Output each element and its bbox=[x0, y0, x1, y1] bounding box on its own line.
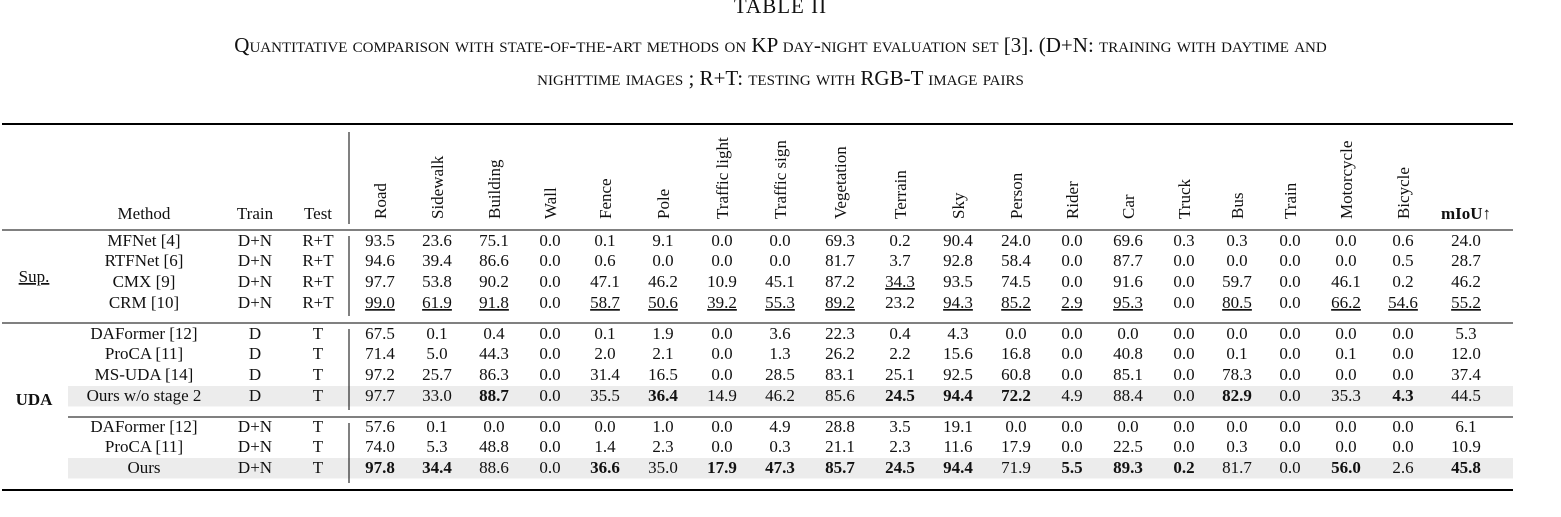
row-value-sky: 94.3 bbox=[943, 293, 973, 312]
header-class-person: Person bbox=[1007, 172, 1026, 219]
row-value-traffic-sign: 3.6 bbox=[769, 324, 791, 343]
row-test: R+T bbox=[302, 231, 334, 250]
row-value-truck: 0.0 bbox=[1173, 417, 1195, 436]
row-value-sky: 92.8 bbox=[943, 251, 973, 270]
row-value-bicycle: 2.6 bbox=[1392, 458, 1414, 477]
row-value-bus: 0.1 bbox=[1226, 344, 1248, 363]
row-value-person: 0.0 bbox=[1005, 417, 1027, 436]
row-miou: 46.2 bbox=[1451, 272, 1481, 291]
row-value-traffic-light: 39.2 bbox=[707, 293, 737, 312]
row-value-wall: 0.0 bbox=[539, 272, 561, 291]
header-class-bicycle: Bicycle bbox=[1394, 167, 1413, 219]
row-value-building: 88.7 bbox=[479, 386, 509, 405]
row-value-bicycle: 0.5 bbox=[1392, 251, 1414, 270]
row-value-person: 71.9 bbox=[1001, 458, 1031, 477]
row-value-traffic-light: 0.0 bbox=[711, 324, 733, 343]
row-value-truck: 0.0 bbox=[1173, 251, 1195, 270]
row-value-person: 24.0 bbox=[1001, 231, 1031, 250]
row-train: D+N bbox=[237, 272, 273, 291]
row-value-traffic-light: 10.9 bbox=[707, 272, 737, 291]
row-value-terrain: 2.2 bbox=[889, 344, 911, 363]
row-value-traffic-light: 0.0 bbox=[711, 251, 733, 270]
header-class-fence: Fence bbox=[596, 178, 615, 219]
row-value-sidewalk: 39.4 bbox=[422, 251, 452, 270]
row-value-building: 0.0 bbox=[483, 417, 505, 436]
row-value-wall: 0.0 bbox=[539, 437, 561, 456]
row-value-motorcycle: 0.0 bbox=[1335, 251, 1357, 270]
row-value-motorcycle: 66.2 bbox=[1331, 293, 1361, 312]
row-value-car: 91.6 bbox=[1113, 272, 1143, 291]
row-value-terrain: 0.2 bbox=[889, 231, 911, 250]
row-value-sidewalk: 23.6 bbox=[422, 231, 452, 250]
row-value-bus: 82.9 bbox=[1222, 386, 1252, 405]
row-value-bicycle: 0.0 bbox=[1392, 324, 1414, 343]
row-value-motorcycle: 56.0 bbox=[1331, 458, 1361, 477]
row-value-bicycle: 0.0 bbox=[1392, 365, 1414, 384]
row-value-bus: 80.5 bbox=[1222, 293, 1252, 312]
row-value-sky: 11.6 bbox=[943, 437, 973, 456]
row-test: T bbox=[312, 437, 324, 456]
row-value-bicycle: 0.0 bbox=[1392, 417, 1414, 436]
row-value-traffic-sign: 0.0 bbox=[769, 231, 791, 250]
row-value-vegetation: 21.1 bbox=[825, 437, 855, 456]
row-value-fence: 2.0 bbox=[594, 344, 616, 363]
row-value-road: 97.2 bbox=[365, 365, 395, 384]
row-value-traffic-light: 14.9 bbox=[707, 386, 737, 405]
row-value-building: 44.3 bbox=[479, 344, 509, 363]
row-value-traffic-sign: 45.1 bbox=[765, 272, 795, 291]
row-train: D bbox=[248, 386, 262, 405]
row-method: RTFNet [6] bbox=[104, 251, 184, 270]
row-value-building: 88.6 bbox=[479, 458, 509, 477]
row-value-bus: 0.3 bbox=[1226, 437, 1248, 456]
row-value-person: 74.5 bbox=[1001, 272, 1031, 291]
row-value-wall: 0.0 bbox=[539, 365, 561, 384]
row-value-vegetation: 85.7 bbox=[825, 458, 855, 477]
row-value-truck: 0.2 bbox=[1173, 458, 1195, 477]
row-value-sidewalk: 53.8 bbox=[422, 272, 452, 291]
row-value-rider: 0.0 bbox=[1061, 417, 1083, 436]
row-value-rider: 0.0 bbox=[1061, 437, 1083, 456]
row-value-motorcycle: 0.0 bbox=[1335, 324, 1357, 343]
header-test: Test bbox=[303, 204, 333, 223]
row-value-traffic-light: 0.0 bbox=[711, 231, 733, 250]
row-value-terrain: 3.7 bbox=[889, 251, 911, 270]
row-value-fence: 31.4 bbox=[590, 365, 620, 384]
row-value-rider: 0.0 bbox=[1061, 231, 1083, 250]
row-train: D+N bbox=[237, 231, 273, 250]
row-miou: 10.9 bbox=[1451, 437, 1481, 456]
table-number: TABLE II bbox=[733, 0, 828, 18]
row-value-sidewalk: 5.0 bbox=[426, 344, 448, 363]
row-value-wall: 0.0 bbox=[539, 251, 561, 270]
row-value-terrain: 2.3 bbox=[889, 437, 911, 456]
row-miou: 44.5 bbox=[1451, 386, 1481, 405]
row-value-train: 0.0 bbox=[1279, 272, 1301, 291]
row-value-road: 99.0 bbox=[365, 293, 395, 312]
row-value-person: 58.4 bbox=[1001, 251, 1031, 270]
row-method: ProCA [11] bbox=[104, 437, 184, 456]
header-miou: mIoU↑ bbox=[1440, 204, 1492, 223]
row-miou: 12.0 bbox=[1451, 344, 1481, 363]
row-value-sky: 94.4 bbox=[943, 458, 973, 477]
row-value-traffic-light: 0.0 bbox=[711, 437, 733, 456]
header-train: Train bbox=[236, 204, 274, 223]
row-value-train: 0.0 bbox=[1279, 417, 1301, 436]
row-method: ProCA [11] bbox=[104, 344, 184, 363]
row-value-terrain: 23.2 bbox=[885, 293, 915, 312]
row-value-train: 0.0 bbox=[1279, 437, 1301, 456]
row-value-fence: 47.1 bbox=[590, 272, 620, 291]
row-value-road: 93.5 bbox=[365, 231, 395, 250]
row-value-vegetation: 26.2 bbox=[825, 344, 855, 363]
row-value-car: 89.3 bbox=[1113, 458, 1143, 477]
row-value-road: 71.4 bbox=[365, 344, 395, 363]
row-value-traffic-sign: 0.0 bbox=[769, 251, 791, 270]
row-value-sidewalk: 33.0 bbox=[422, 386, 452, 405]
header-class-vegetation: Vegetation bbox=[831, 146, 850, 219]
row-value-sidewalk: 61.9 bbox=[422, 293, 452, 312]
header-method: Method bbox=[117, 204, 171, 223]
row-value-car: 0.0 bbox=[1117, 324, 1139, 343]
row-value-rider: 5.5 bbox=[1061, 458, 1083, 477]
row-method: MS-UDA [14] bbox=[94, 365, 194, 384]
row-value-truck: 0.0 bbox=[1173, 344, 1195, 363]
row-value-bicycle: 0.0 bbox=[1392, 437, 1414, 456]
row-value-bus: 81.7 bbox=[1222, 458, 1252, 477]
row-value-sky: 15.6 bbox=[943, 344, 973, 363]
row-test: T bbox=[312, 417, 324, 436]
row-value-motorcycle: 0.0 bbox=[1335, 231, 1357, 250]
row-value-car: 88.4 bbox=[1113, 386, 1143, 405]
row-train: D+N bbox=[237, 437, 273, 456]
row-value-sidewalk: 0.1 bbox=[426, 417, 448, 436]
row-value-rider: 0.0 bbox=[1061, 251, 1083, 270]
row-value-train: 0.0 bbox=[1279, 293, 1301, 312]
row-value-fence: 0.1 bbox=[594, 231, 616, 250]
row-value-road: 74.0 bbox=[365, 437, 395, 456]
row-value-pole: 1.9 bbox=[652, 324, 674, 343]
row-value-rider: 4.9 bbox=[1061, 386, 1083, 405]
header-class-sidewalk: Sidewalk bbox=[428, 155, 447, 219]
row-value-building: 86.3 bbox=[479, 365, 509, 384]
row-value-motorcycle: 35.3 bbox=[1331, 386, 1361, 405]
row-value-fence: 0.1 bbox=[594, 324, 616, 343]
header-class-road: Road bbox=[371, 183, 390, 219]
row-test: R+T bbox=[302, 251, 334, 270]
row-value-sky: 19.1 bbox=[943, 417, 973, 436]
header-class-terrain: Terrain bbox=[891, 170, 910, 219]
row-value-rider: 2.9 bbox=[1061, 293, 1083, 312]
row-value-pole: 2.3 bbox=[652, 437, 674, 456]
row-test: T bbox=[312, 458, 324, 477]
row-value-pole: 16.5 bbox=[648, 365, 678, 384]
row-value-train: 0.0 bbox=[1279, 386, 1301, 405]
row-value-wall: 0.0 bbox=[539, 344, 561, 363]
row-value-traffic-sign: 4.9 bbox=[769, 417, 791, 436]
row-miou: 6.1 bbox=[1455, 417, 1477, 436]
row-value-motorcycle: 0.0 bbox=[1335, 437, 1357, 456]
row-value-pole: 50.6 bbox=[648, 293, 678, 312]
row-value-vegetation: 83.1 bbox=[825, 365, 855, 384]
row-value-bicycle: 0.6 bbox=[1392, 231, 1414, 250]
caption-line-1: Quantitative comparison with state-of-the-art methods on KP day-night evaluation set [3]. (D+N: training with daytime and bbox=[234, 33, 1327, 57]
row-value-traffic-sign: 0.3 bbox=[769, 437, 791, 456]
row-value-motorcycle: 46.1 bbox=[1331, 272, 1361, 291]
row-value-sky: 94.4 bbox=[943, 386, 973, 405]
row-value-person: 60.8 bbox=[1001, 365, 1031, 384]
row-method: Ours w/o stage 2 bbox=[86, 386, 202, 405]
row-test: T bbox=[312, 365, 324, 384]
row-miou: 55.2 bbox=[1451, 293, 1481, 312]
row-value-building: 91.8 bbox=[479, 293, 509, 312]
row-value-vegetation: 81.7 bbox=[825, 251, 855, 270]
row-value-bicycle: 0.0 bbox=[1392, 344, 1414, 363]
header-class-bus: Bus bbox=[1228, 192, 1247, 219]
row-value-sky: 4.3 bbox=[947, 324, 969, 343]
row-value-bus: 0.0 bbox=[1226, 417, 1248, 436]
header-class-rider: Rider bbox=[1063, 181, 1082, 219]
row-value-vegetation: 22.3 bbox=[825, 324, 855, 343]
row-value-traffic-sign: 55.3 bbox=[765, 293, 795, 312]
row-value-bus: 0.3 bbox=[1226, 231, 1248, 250]
row-value-building: 75.1 bbox=[479, 231, 509, 250]
row-value-car: 87.7 bbox=[1113, 251, 1143, 270]
row-method: Ours bbox=[127, 458, 161, 477]
row-value-truck: 0.3 bbox=[1173, 231, 1195, 250]
header-class-motorcycle: Motorcycle bbox=[1337, 140, 1356, 219]
header-class-sky: Sky bbox=[949, 192, 968, 219]
row-value-road: 97.7 bbox=[365, 272, 395, 291]
row-value-person: 0.0 bbox=[1005, 324, 1027, 343]
row-method: DAFormer [12] bbox=[90, 324, 198, 343]
row-value-car: 95.3 bbox=[1113, 293, 1143, 312]
row-method: MFNet [4] bbox=[107, 231, 181, 250]
header-class-train: Train bbox=[1281, 182, 1300, 219]
row-miou: 37.4 bbox=[1451, 365, 1481, 384]
row-value-rider: 0.0 bbox=[1061, 272, 1083, 291]
row-train: D bbox=[248, 324, 262, 343]
caption-line-2: nighttime images ; R+T: testing with RGB-T image pairs bbox=[537, 66, 1024, 90]
row-value-fence: 1.4 bbox=[594, 437, 616, 456]
row-test: T bbox=[312, 386, 324, 405]
row-value-fence: 36.6 bbox=[590, 458, 620, 477]
row-value-sidewalk: 5.3 bbox=[426, 437, 448, 456]
row-value-train: 0.0 bbox=[1279, 324, 1301, 343]
row-value-building: 90.2 bbox=[479, 272, 509, 291]
row-value-traffic-sign: 46.2 bbox=[765, 386, 795, 405]
row-value-bicycle: 54.6 bbox=[1388, 293, 1418, 312]
header-class-wall: Wall bbox=[541, 187, 560, 219]
row-train: D+N bbox=[237, 417, 273, 436]
row-value-vegetation: 87.2 bbox=[825, 272, 855, 291]
row-value-person: 72.2 bbox=[1001, 386, 1031, 405]
row-test: T bbox=[312, 344, 324, 363]
row-train: D+N bbox=[237, 251, 273, 270]
header-class-pole: Pole bbox=[654, 188, 673, 219]
row-value-terrain: 25.1 bbox=[885, 365, 915, 384]
row-value-fence: 0.0 bbox=[594, 417, 616, 436]
row-value-pole: 1.0 bbox=[652, 417, 674, 436]
row-test: T bbox=[312, 324, 324, 343]
row-value-building: 48.8 bbox=[479, 437, 509, 456]
row-value-motorcycle: 0.0 bbox=[1335, 417, 1357, 436]
row-value-train: 0.0 bbox=[1279, 458, 1301, 477]
row-value-sky: 93.5 bbox=[943, 272, 973, 291]
row-value-pole: 2.1 bbox=[652, 344, 674, 363]
row-value-sidewalk: 0.1 bbox=[426, 324, 448, 343]
row-value-car: 85.1 bbox=[1113, 365, 1143, 384]
header-class-traffic-sign: Traffic sign bbox=[771, 140, 790, 219]
row-value-wall: 0.0 bbox=[539, 386, 561, 405]
row-method: DAFormer [12] bbox=[90, 417, 198, 436]
row-value-traffic-sign: 28.5 bbox=[765, 365, 795, 384]
row-value-fence: 35.5 bbox=[590, 386, 620, 405]
row-value-motorcycle: 0.1 bbox=[1335, 344, 1357, 363]
row-value-train: 0.0 bbox=[1279, 365, 1301, 384]
row-value-wall: 0.0 bbox=[539, 458, 561, 477]
row-method: CRM [10] bbox=[108, 293, 180, 312]
row-value-pole: 9.1 bbox=[652, 231, 674, 250]
row-value-bicycle: 4.3 bbox=[1392, 386, 1414, 405]
row-method: CMX [9] bbox=[112, 272, 176, 291]
row-value-vegetation: 85.6 bbox=[825, 386, 855, 405]
row-value-train: 0.0 bbox=[1279, 251, 1301, 270]
row-value-car: 0.0 bbox=[1117, 417, 1139, 436]
row-value-person: 17.9 bbox=[1001, 437, 1031, 456]
row-value-bus: 0.0 bbox=[1226, 324, 1248, 343]
row-miou: 28.7 bbox=[1451, 251, 1481, 270]
row-value-rider: 0.0 bbox=[1061, 324, 1083, 343]
row-value-terrain: 3.5 bbox=[889, 417, 911, 436]
row-value-traffic-sign: 1.3 bbox=[769, 344, 791, 363]
row-value-terrain: 0.4 bbox=[889, 324, 911, 343]
row-value-wall: 0.0 bbox=[539, 324, 561, 343]
row-miou: 5.3 bbox=[1455, 324, 1477, 343]
row-value-bicycle: 0.2 bbox=[1392, 272, 1414, 291]
row-value-rider: 0.0 bbox=[1061, 344, 1083, 363]
row-value-wall: 0.0 bbox=[539, 417, 561, 436]
row-test: R+T bbox=[302, 293, 334, 312]
row-value-traffic-light: 0.0 bbox=[711, 344, 733, 363]
row-value-terrain: 34.3 bbox=[885, 272, 915, 291]
row-value-pole: 46.2 bbox=[648, 272, 678, 291]
row-value-bus: 78.3 bbox=[1222, 365, 1252, 384]
row-value-traffic-light: 0.0 bbox=[711, 417, 733, 436]
header-class-traffic-light: Traffic light bbox=[713, 137, 732, 219]
row-value-truck: 0.0 bbox=[1173, 324, 1195, 343]
row-value-pole: 0.0 bbox=[652, 251, 674, 270]
row-value-building: 0.4 bbox=[483, 324, 505, 343]
row-value-car: 69.6 bbox=[1113, 231, 1143, 250]
row-value-truck: 0.0 bbox=[1173, 272, 1195, 291]
group-label-sup: Sup. bbox=[18, 267, 50, 286]
row-value-sidewalk: 25.7 bbox=[422, 365, 452, 384]
row-value-truck: 0.0 bbox=[1173, 386, 1195, 405]
row-train: D bbox=[248, 344, 262, 363]
header-class-building: Building bbox=[485, 159, 504, 219]
row-train: D bbox=[248, 365, 262, 384]
row-value-person: 16.8 bbox=[1001, 344, 1031, 363]
row-miou: 45.8 bbox=[1451, 458, 1481, 477]
row-value-traffic-sign: 47.3 bbox=[765, 458, 795, 477]
row-value-wall: 0.0 bbox=[539, 293, 561, 312]
row-value-train: 0.0 bbox=[1279, 344, 1301, 363]
row-value-sky: 92.5 bbox=[943, 365, 973, 384]
row-value-fence: 58.7 bbox=[590, 293, 620, 312]
header-class-truck: Truck bbox=[1175, 179, 1194, 219]
row-value-pole: 36.4 bbox=[648, 386, 678, 405]
row-value-motorcycle: 0.0 bbox=[1335, 365, 1357, 384]
row-value-sky: 90.4 bbox=[943, 231, 973, 250]
row-value-bus: 0.0 bbox=[1226, 251, 1248, 270]
group-label-uda: UDA bbox=[15, 390, 53, 409]
row-value-vegetation: 28.8 bbox=[825, 417, 855, 436]
row-value-vegetation: 89.2 bbox=[825, 293, 855, 312]
row-miou: 24.0 bbox=[1451, 231, 1481, 250]
row-value-person: 85.2 bbox=[1001, 293, 1031, 312]
row-value-traffic-light: 0.0 bbox=[711, 365, 733, 384]
row-value-truck: 0.0 bbox=[1173, 365, 1195, 384]
row-value-bus: 59.7 bbox=[1222, 272, 1252, 291]
row-value-road: 97.7 bbox=[365, 386, 395, 405]
row-value-road: 57.6 bbox=[365, 417, 395, 436]
row-value-road: 67.5 bbox=[365, 324, 395, 343]
row-value-car: 22.5 bbox=[1113, 437, 1143, 456]
row-test: R+T bbox=[302, 272, 334, 291]
row-value-road: 97.8 bbox=[365, 458, 395, 477]
header-class-car: Car bbox=[1119, 194, 1138, 219]
row-value-building: 86.6 bbox=[479, 251, 509, 270]
row-value-truck: 0.0 bbox=[1173, 293, 1195, 312]
row-value-terrain: 24.5 bbox=[885, 458, 915, 477]
row-value-pole: 35.0 bbox=[648, 458, 678, 477]
row-train: D+N bbox=[237, 293, 273, 312]
row-value-road: 94.6 bbox=[365, 251, 395, 270]
row-value-rider: 0.0 bbox=[1061, 365, 1083, 384]
row-value-car: 40.8 bbox=[1113, 344, 1143, 363]
row-value-fence: 0.6 bbox=[594, 251, 616, 270]
row-value-vegetation: 69.3 bbox=[825, 231, 855, 250]
row-train: D+N bbox=[237, 458, 273, 477]
row-value-train: 0.0 bbox=[1279, 231, 1301, 250]
row-value-wall: 0.0 bbox=[539, 231, 561, 250]
row-value-truck: 0.0 bbox=[1173, 437, 1195, 456]
row-value-sidewalk: 34.4 bbox=[422, 458, 452, 477]
row-value-traffic-light: 17.9 bbox=[707, 458, 737, 477]
row-value-terrain: 24.5 bbox=[885, 386, 915, 405]
